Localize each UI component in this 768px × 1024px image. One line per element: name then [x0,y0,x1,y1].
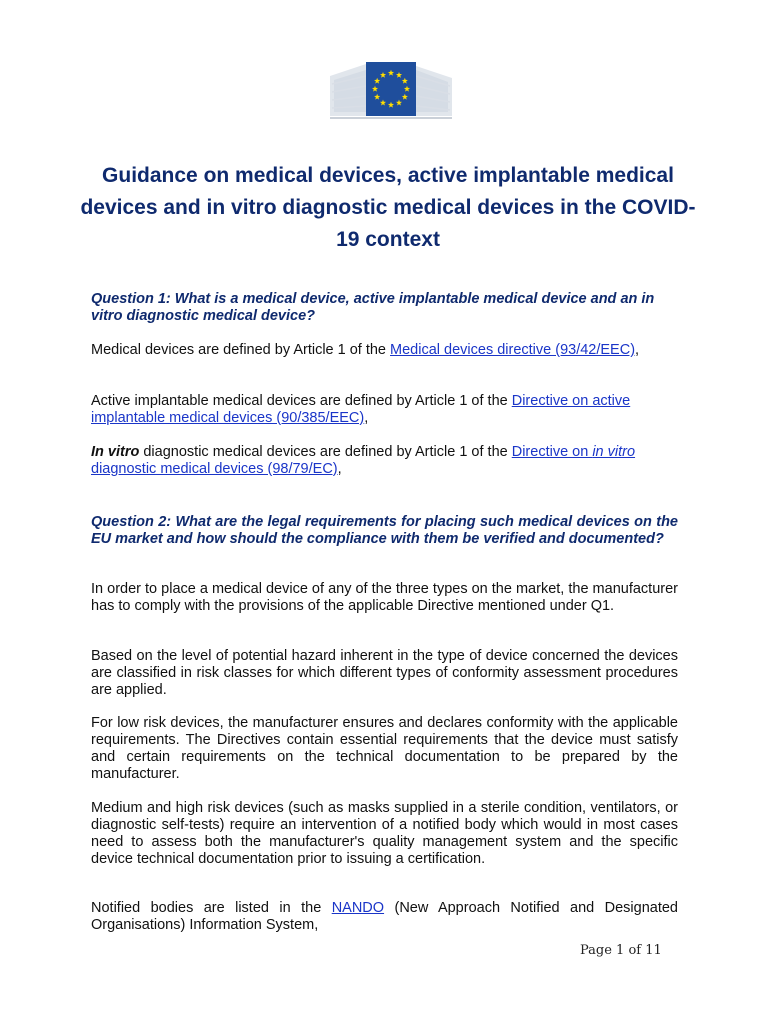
q1-p3-end: , [337,461,342,477]
medical-devices-directive-link[interactable]: Medical devices directive (93/42/EEC) [390,342,636,358]
page-number: Page 1 of 11 [580,943,662,958]
q2-p5-end: (New Approach Notified and Designated Organisations) Information System, [91,900,678,933]
nando-link[interactable]: NANDO [331,900,385,916]
q2-paragraph-1: In order to place a medical device of any of the three types on the market, the manufacturer has to comply with the provisions of the applicable Directive mentioned under Q1. [91,581,678,614]
q2-paragraph-4: Medium and high risk devices (such as masks supplied in a sterile condition, ventilators, or diagnostic self-tests) require an intervention of a notified body which would in most cases need to assess both the manufacturer's quality management system and the specific device technical documentation prior to issuing a certification. [91,800,678,867]
q2-paragraph-3: For low risk devices, the manufacturer ensures and declares conformity with the applicable requirements. The Directives contain essential requirements that the device must satisfy and certain requirements on the technical documentation to be prepared by the manufacturer. [91,715,678,782]
q1-p1-text: Medical devices are defined by Article 1 of the [91,342,391,358]
ivd-link-emphasis[interactable]: in vitro [592,444,636,460]
q1-p3-text: diagnostic medical devices are defined by Article 1 of the [139,444,512,460]
european-commission-logo [330,48,452,122]
q1-paragraph-active-implantable [91,393,678,427]
q2-p5-text: Notified bodies are listed in the [91,900,332,916]
ivd-link-part-b[interactable]: diagnostic medical devices (98/79/EC) [91,461,338,477]
in-vitro-emphasis: In vitro [91,444,140,460]
q1-p2-text: Active implantable medical devices are defined by Article 1 of the [91,393,512,409]
q1-p2-end: , [364,410,369,426]
q1-paragraph-medical-devices [91,342,678,359]
q2-paragraph-5 [91,900,678,934]
active-implantable-directive-link[interactable]: Directive on active implantable medical devices (90/385/EEC) [91,393,631,426]
question-2-heading: Question 2: What are the legal requirements for placing such medical devices on the EU market and how should the compliance with them be verified and documented? [91,514,678,547]
q1-paragraph-in-vitro [91,444,678,478]
ivd-link-part-a[interactable]: Directive on [511,444,593,460]
document-title: Guidance on medical devices, active implantable medical devices and in vitro diagnostic medical devices in the COVID-19 context [80,164,696,251]
question-1-heading: Question 1: What is a medical device, active implantable medical device and an in vitro diagnostic medical device? [91,291,655,324]
q2-paragraph-2: Based on the level of potential hazard inherent in the type of device concerned the devices are classified in risk classes for which different types of conformity assessment procedures are applied. [91,648,678,698]
q1-p1-end: , [635,342,640,358]
